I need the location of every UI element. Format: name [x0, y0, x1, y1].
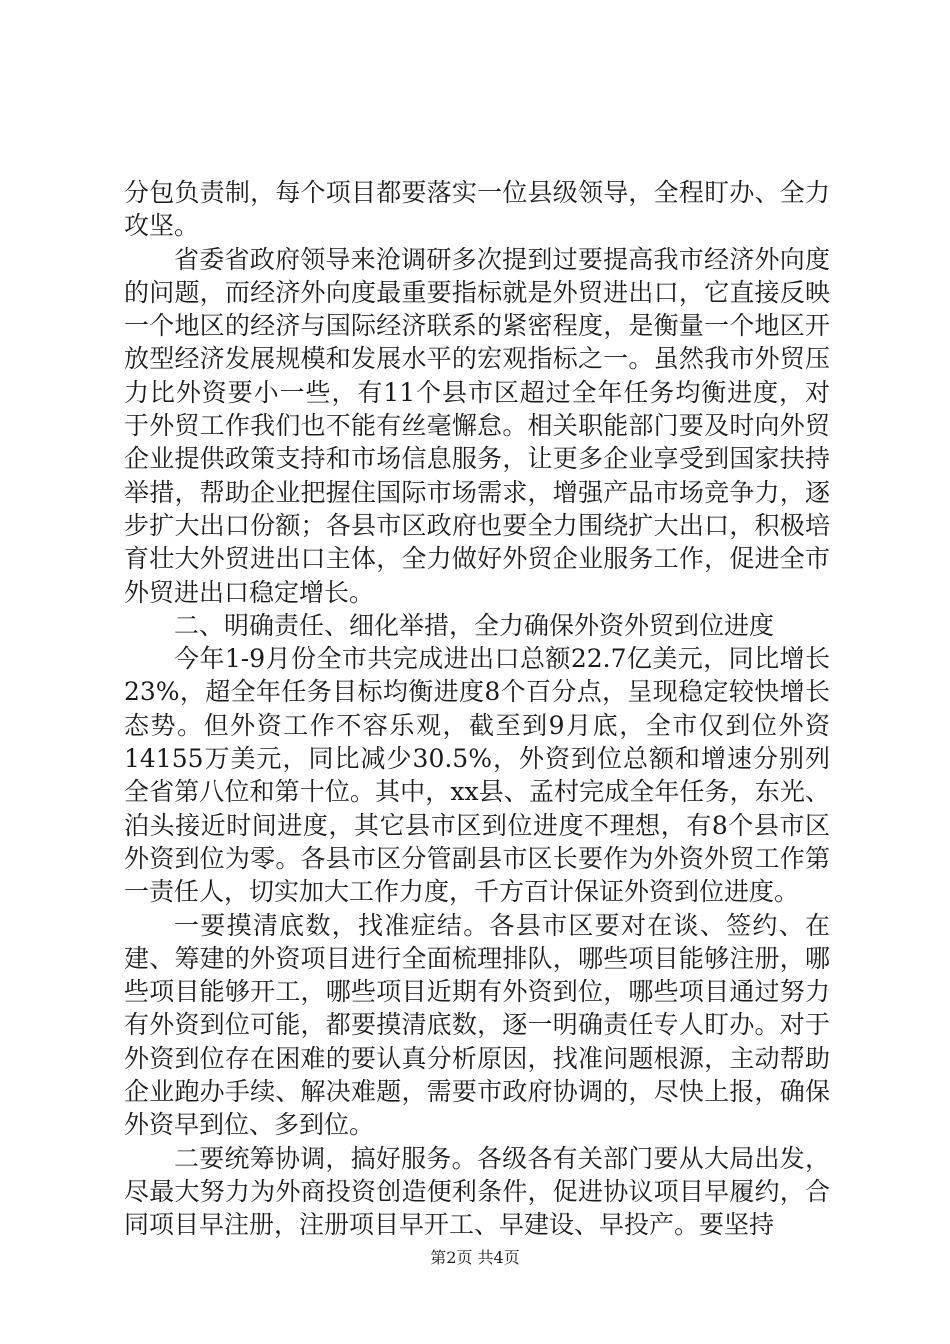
paragraph-point-two: 二要统筹协调，搞好服务。各级各有关部门要从大局出发，尽最大努力为外商投资创造便利条件，促进协议项目早履约，合同项目早注册，注册项目早开工、早建设、早投产。要坚持 — [124, 1143, 830, 1240]
document-body — [124, 176, 830, 1242]
paragraph-point-one: 一要摸清底数，找准症结。各县市区要对在谈、签约、在建、筹建的外资项目进行全面梳理排队，哪些项目能够注册，哪些项目能够开工，哪些项目近期有外资到位，哪些项目通过努力有外资到位可能，都要摸清底数，逐一明确责任专人盯办。对于外资到位存在困难的要认真分析原因，找准问题根源，主动帮助企业跑办手续、解决难题，需要市政府协调的，尽快上报，确保外资早到位、多到位。 — [124, 910, 830, 1140]
paragraph-statistics: 今年1-9月份全市共完成进出口总额22.7亿美元，同比增长23%，超全年任务目标均衡进度8个百分点，呈现稳定较快增长态势。但外资工作不容乐观，截至到9月底，全市仅到位外资14155万美元，同比减少30.5%，外资到位总额和增速分别列全省第八位和第十位。其中，xx县、孟村完成全年任务，东光、泊头接近时间进度，其它县市区到位进度不理想，有8个县市区外资到位为零。各县市区分管副县市区长要作为外资外贸工作第一责任人，切实加大工作力度，千方百计保证外资到位进度。 — [124, 644, 830, 907]
paragraph-continuation: 分包负责制，每个项目都要落实一位县级领导，全程盯办、全力攻坚。 — [124, 178, 830, 241]
page-number: 第2页 共4页 — [430, 1248, 520, 1267]
paragraph-foreign-trade: 省委省政府领导来沧调研多次提到过要提高我市经济外向度的问题，而经济外向度最重要指标就是外贸进出口，它直接反映一个地区的经济与国际经济联系的紧密程度，是衡量一个地区开放型经济发展规模和发展水平的宏观指标之一。虽然我市外贸压力比外资要小一些，有11个县市区超过全年任务均衡进度，对于外贸工作我们也不能有丝毫懈怠。相关职能部门要及时向外贸企业提供政策支持和市场信息服务，让更多企业享受到国家扶持举措，帮助企业把握住国际市场需求，增强产品市场竞争力，逐步扩大出口份额；各县市区政府也要全力围绕扩大出口，积极培育壮大外贸进出口主体，全力做好外贸企业服务工作，促进全市外贸进出口稳定增长。 — [124, 244, 830, 607]
section-heading: 二、明确责任、细化举措，全力确保外资外贸到位进度 — [174, 610, 775, 640]
